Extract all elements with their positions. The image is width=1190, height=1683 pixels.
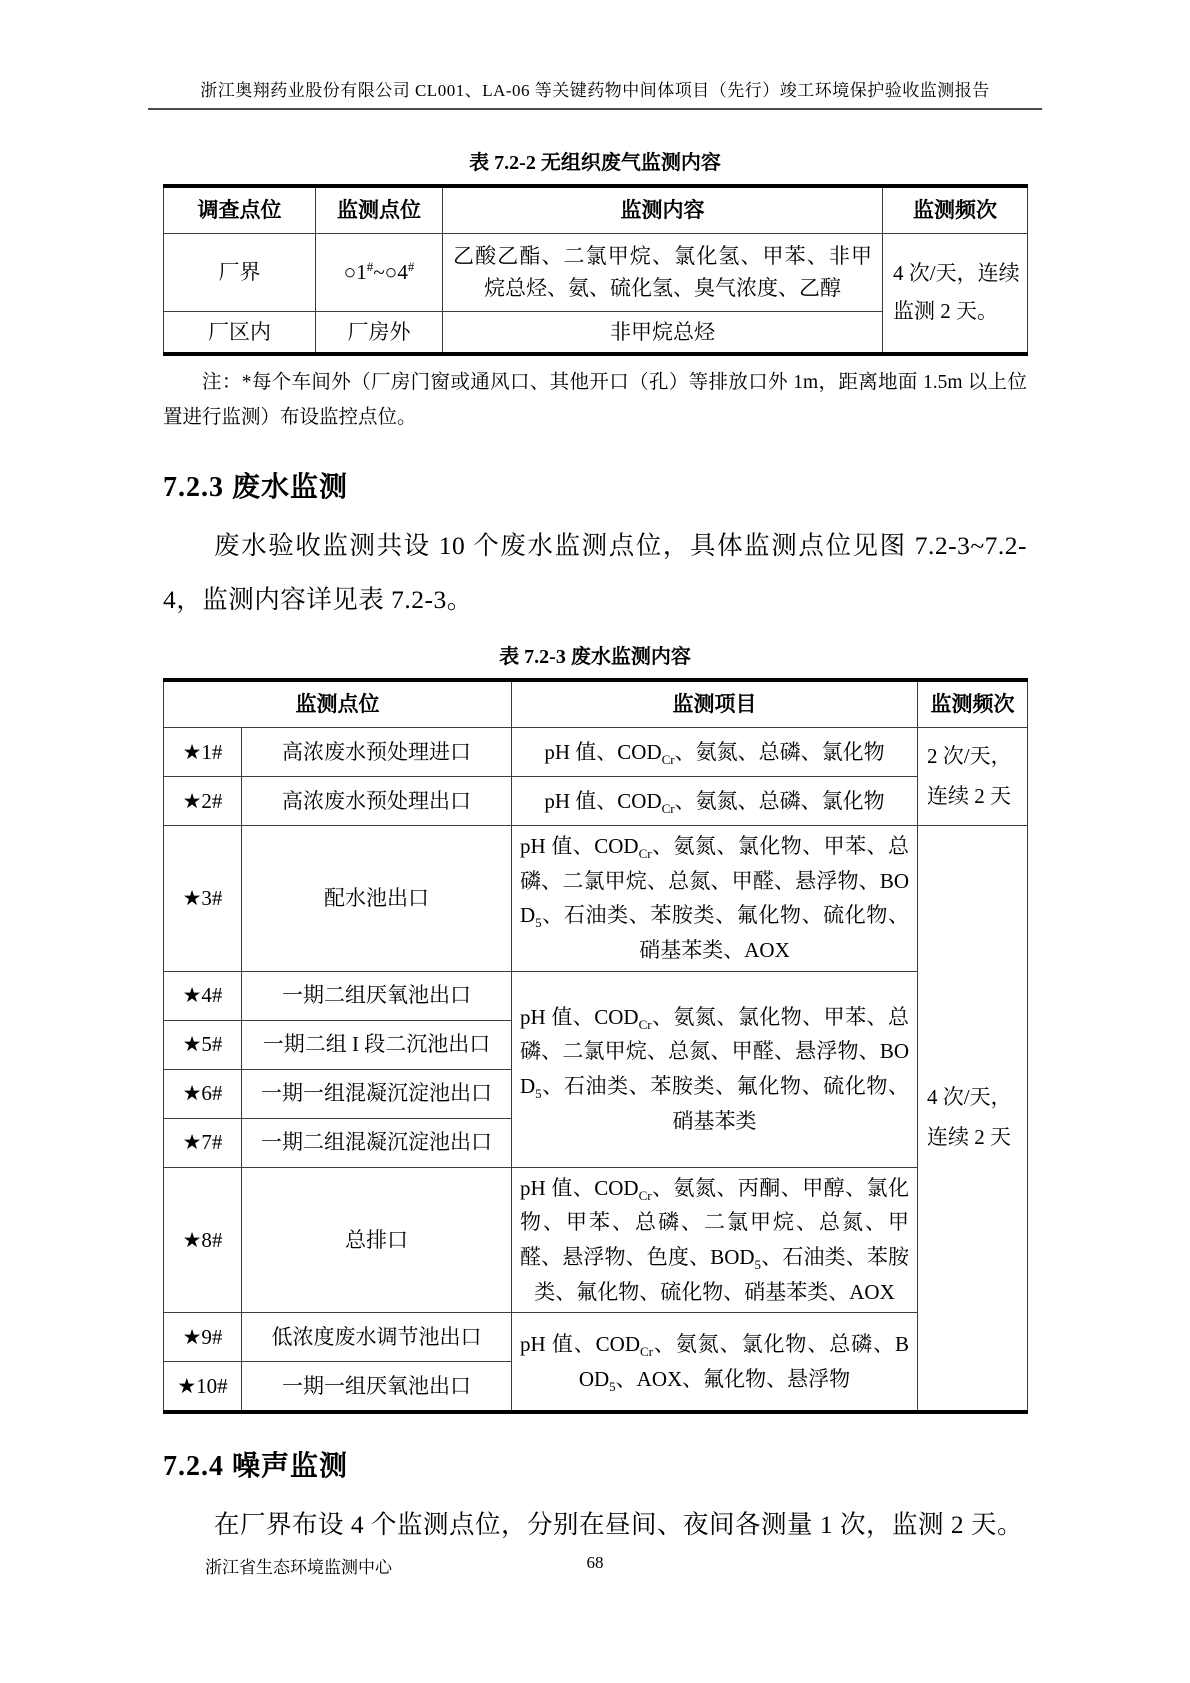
cell-monitor-point: 厂房外 — [316, 311, 443, 354]
cell-frequency: 4 次/天，连续 2 天 — [918, 826, 1028, 1413]
cell-monitor-items: pH 值、$COD_{Cr}$、氨氮、氯化物、甲苯、总磷、二氯甲烷、总氮、甲醛、悬浮物、$BOD_5$、石油类、苯胺类、氟化物、硫化物、硝基苯类、AOX — [512, 826, 918, 972]
table-row — [164, 777, 1028, 826]
table-gas-title: 表 7.2-2 无组织废气监测内容 — [469, 152, 721, 174]
cell-survey-point: 厂界 — [164, 233, 316, 311]
table-wastewater-title: 表 7.2-3 废水监测内容 — [499, 646, 691, 669]
cell-point-name: 总排口 — [242, 1167, 512, 1313]
cell-point-name: 高浓废水预处理出口 — [242, 777, 512, 826]
col-header-survey-point: 调查点位 — [164, 186, 316, 233]
table-gas — [163, 184, 1028, 356]
col-header-frequency: 监测频次 — [918, 680, 1028, 727]
page-header: 浙江奥翔药业股份有限公司 CL001、LA-06 等关键药物中间体项目（先行）竣工环境保护验收监测报告 — [148, 76, 1042, 110]
cell-monitor-items: pH 值、$COD_{Cr}$、氨氮、总磷、氯化物 — [512, 728, 918, 777]
cell-point-id: ★10# — [164, 1362, 242, 1413]
table-row — [164, 1313, 1028, 1362]
table-gas-note: 注：*每个车间外（厂房门窗或通风口、其他开口（孔）等排放口外 1m，距离地面 1.5m 以上位置进行监测）布设监控点位。 — [163, 372, 1027, 429]
cell-point-name: 配水池出口 — [242, 826, 512, 972]
cell-point-name: 一期二组 I 段二沉池出口 — [242, 1020, 512, 1069]
cell-point-name: 一期一组混凝沉淀池出口 — [242, 1069, 512, 1118]
cell-monitor-content: 非甲烷总烃 — [443, 311, 883, 354]
cell-monitor-items: pH 值、$COD_{Cr}$、氨氮、氯化物、总磷、$BOD_5$、AOX、氟化物、悬浮物 — [512, 1313, 918, 1413]
table-wastewater-header-row — [164, 680, 1028, 727]
col-header-monitor-items: 监测项目 — [512, 680, 918, 727]
col-header-monitor-point: 监测点位 — [164, 680, 512, 727]
cell-point-id: ★4# — [164, 971, 242, 1020]
col-header-monitor-point: 监测点位 — [316, 186, 443, 233]
cell-point-id: ★6# — [164, 1069, 242, 1118]
table-row — [164, 233, 1028, 311]
footer-organization: 浙江省生态环境监测中心 — [205, 1558, 392, 1577]
cell-monitor-items: pH 值、$COD_{Cr}$、氨氮、丙酮、甲醇、氯化物、甲苯、总磷、二氯甲烷、总氮、甲醛、悬浮物、色度、$BOD_5$、石油类、苯胺类、氟化物、硫化物、硝基苯类、AOX — [512, 1167, 918, 1313]
table-row — [164, 971, 1028, 1020]
cell-monitor-items: pH 值、$COD_{Cr}$、氨氮、氯化物、甲苯、总磷、二氯甲烷、总氮、甲醛、悬浮物、$BOD_5$、石油类、苯胺类、氟化物、硫化物、硝基苯类 — [512, 971, 918, 1167]
cell-point-name: 一期一组厌氧池出口 — [242, 1362, 512, 1413]
table-gas-header-row — [164, 186, 1028, 233]
col-header-frequency: 监测频次 — [883, 186, 1028, 233]
col-header-content: 监测内容 — [443, 186, 883, 233]
cell-survey-point: 厂区内 — [164, 311, 316, 354]
table-wastewater — [163, 678, 1028, 1414]
cell-point-name: 高浓废水预处理进口 — [242, 728, 512, 777]
wastewater-paragraph: 废水验收监测共设 10 个废水监测点位，具体监测点位见图 7.2-3~7.2-4，监测内容详见表 7.2-3。 — [163, 531, 1027, 614]
cell-point-id: ★3# — [164, 826, 242, 972]
cell-monitor-items: pH 值、$COD_{Cr}$、氨氮、总磷、氯化物 — [512, 777, 918, 826]
table-row — [164, 728, 1028, 777]
table-row — [164, 826, 1028, 972]
cell-point-id: ★2# — [164, 777, 242, 826]
cell-frequency: 4 次/天，连续监测 2 天。 — [883, 233, 1028, 354]
cell-point-name: 一期二组厌氧池出口 — [242, 971, 512, 1020]
cell-monitor-point: ○1#~○4# — [316, 233, 443, 311]
cell-point-id: ★5# — [164, 1020, 242, 1069]
cell-point-id: ★7# — [164, 1118, 242, 1167]
cell-point-id: ★1# — [164, 728, 242, 777]
section-heading-wastewater: 7.2.3 废水监测 — [163, 472, 349, 504]
cell-point-id: ★8# — [164, 1167, 242, 1313]
page-number: 68 — [586, 1553, 604, 1572]
page-content — [163, 146, 1027, 1552]
cell-point-id: ★9# — [164, 1313, 242, 1362]
section-heading-noise: 7.2.4 噪声监测 — [163, 1451, 349, 1483]
cell-point-name: 一期二组混凝沉淀池出口 — [242, 1118, 512, 1167]
cell-point-name: 低浓度废水调节池出口 — [242, 1313, 512, 1362]
cell-frequency: 2 次/天，连续 2 天 — [918, 728, 1028, 826]
table-row — [164, 1167, 1028, 1313]
noise-paragraph: 在厂界布设 4 个监测点位，分别在昼间、夜间各测量 1 次，监测 2 天。 — [214, 1510, 1024, 1540]
cell-monitor-content: 乙酸乙酯、二氯甲烷、氯化氢、甲苯、非甲烷总烃、氨、硫化氢、臭气浓度、乙醇 — [443, 233, 883, 311]
